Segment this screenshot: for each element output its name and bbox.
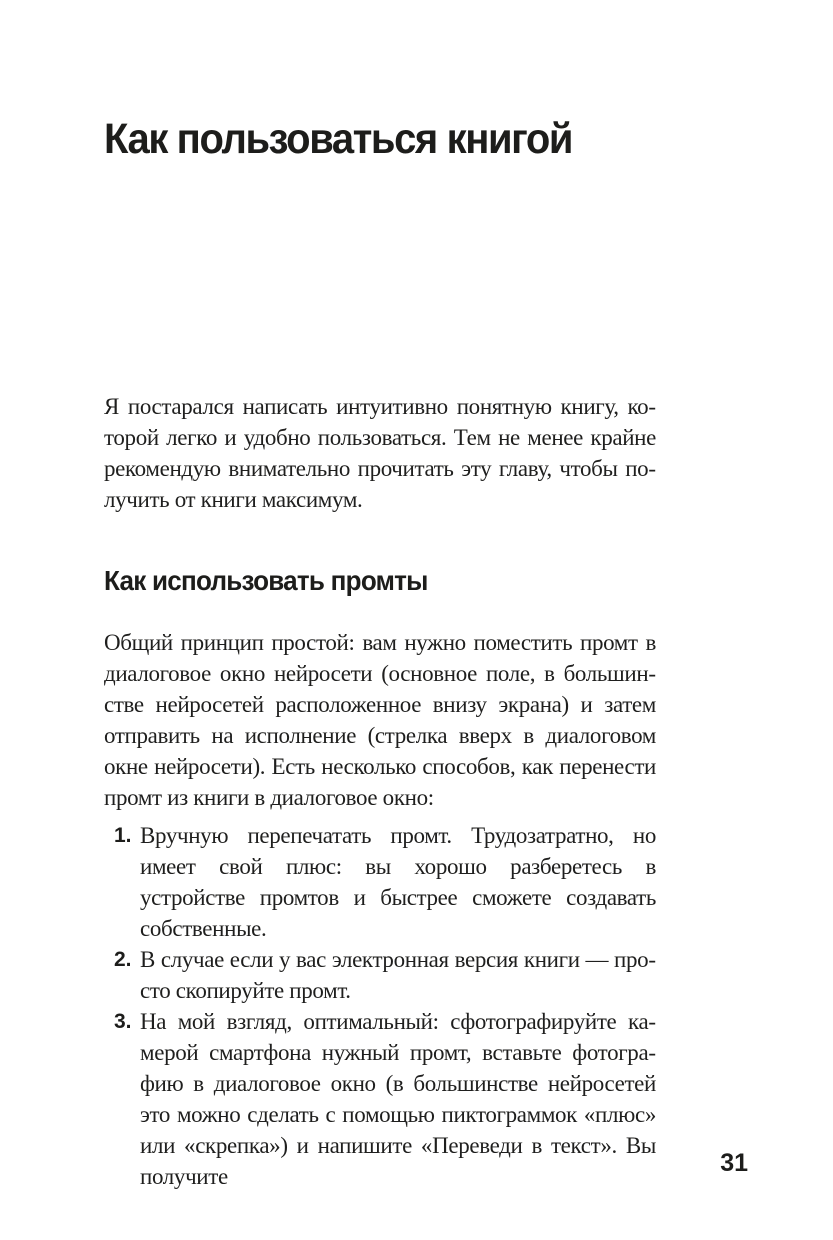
intro-paragraph: Я постарался написать интуитивно понятную книгу, которой легко и удобно пользоваться. Тем не менее крайне рекомендую внимательно прочитать эту главу, чтобы получить от книги максимум. [104,394,656,512]
list-item-1-number: 1. [114,824,132,847]
instruction-list [104,820,656,1192]
section-lead-paragraph: Общий принцип простой: вам нужно поместить промт в диалоговое окно нейросети (основное поле, в большинстве нейросетей расположенное внизу экрана) и затем отправить на исполнение (стрелка вверх в диалоговом окне нейросети). Есть несколько способов, как перенести промт из книги в диалоговое окно: [104,630,656,810]
page-number: 31 [720,1149,748,1177]
list-item-2 [104,944,656,1006]
list-item-1 [104,820,656,944]
list-item-3 [104,1006,656,1192]
list-item-1-text: Вручную перепечатать промт. Трудозатратно, но имеет свой плюс: вы хорошо разберетесь в устройстве промтов и быстрее сможете создавать собственные. [140,823,656,941]
list-item-2-number: 2. [114,948,132,971]
chapter-title: Как пользоваться книгой [104,115,573,163]
list-item-3-text: На мой взгляд, оптимальный: сфотографируйте камерой смартфона нужный промт, вставьте фотографию в диалоговое окно (в большинстве нейросетей это можно сделать с помощью пиктограммок «плюс» или «скрепка») и напишите «Переведи в текст». Вы получите [140,1009,656,1189]
list-item-3-number: 3. [114,1010,132,1033]
list-item-2-text: В случае если у вас электронная версия книги — просто скопируйте промт. [140,947,656,1003]
section-heading: Как использовать промты [104,565,428,596]
